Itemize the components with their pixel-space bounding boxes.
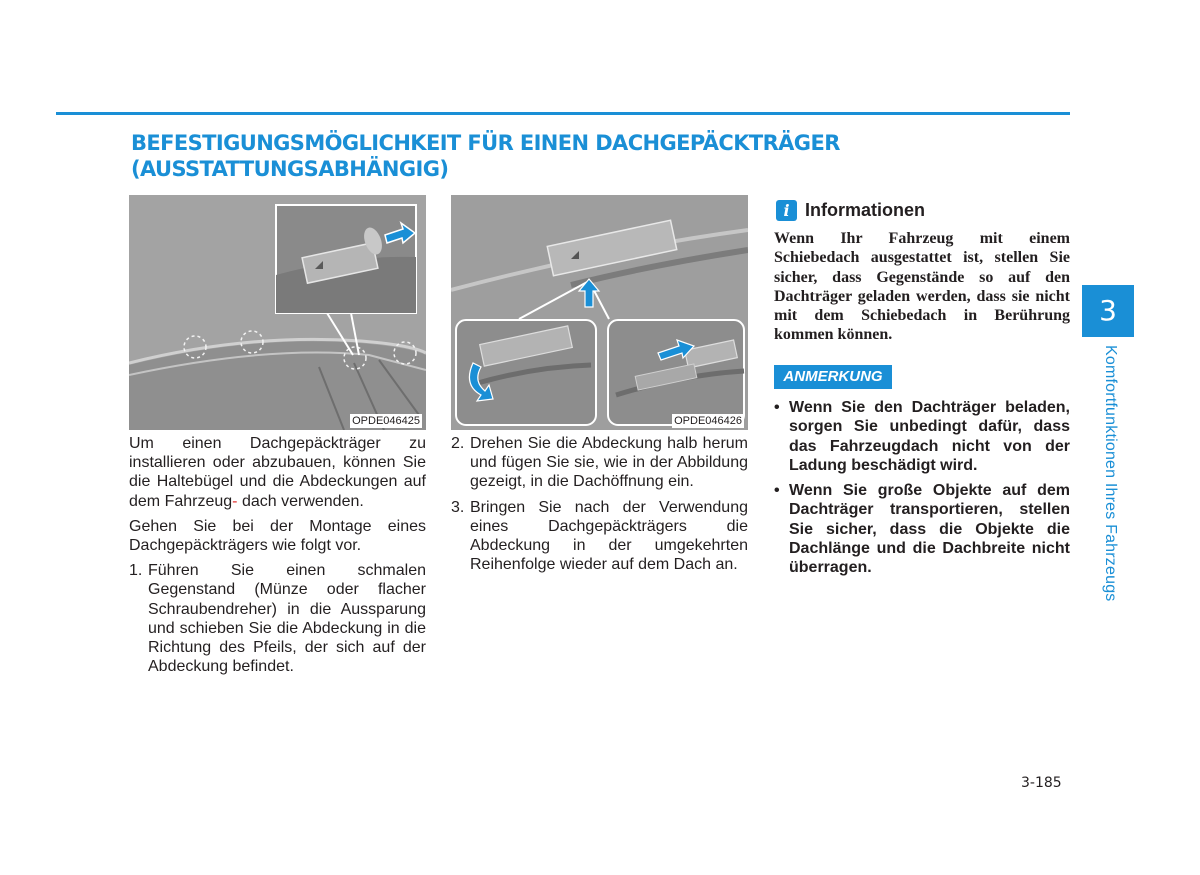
note-badge: ANMERKUNG [774, 365, 892, 389]
cover-insertion-illustration [451, 195, 748, 430]
car-roof-illustration [129, 195, 426, 430]
figure-code-left: OPDE046425 [352, 415, 420, 427]
top-rule [56, 112, 1070, 115]
chapter-number-tab: 3 [1082, 285, 1134, 337]
hyphen-mark: - [232, 492, 238, 510]
chapter-label: Komfortfunktionen Ihres Fahrzeugs [1102, 345, 1119, 602]
note-list [774, 398, 1070, 584]
step-2-number: 2. [451, 435, 465, 452]
figure-code-right: OPDE046426 [674, 415, 742, 427]
note-item: • Wenn Sie große Objekte auf dem Dachträger transportieren, stellen Sie sicher, dass die Objekte die Dachlänge und die Dachbreite nicht überragen. [774, 482, 1070, 577]
step-2-text: Drehen Sie die Abdeckung halb herum und fügen Sie sie, wie in der Abbildung gezeigt, in die Dachöffnung ein. [470, 435, 748, 491]
column-1-text [129, 434, 426, 682]
column-2-text [451, 434, 748, 580]
step-1-text: Führen Sie einen schmalen Gegenstand (Münze oder flacher Schraubendreher) in die Aussparung und schieben Sie die Abdeckung in die Richtung des Pfeils, der sich auf der Abdeckung befindet. [148, 562, 426, 676]
info-header [776, 200, 925, 221]
page-number: 3-185 [1021, 775, 1062, 791]
bullet-icon: • [774, 399, 780, 416]
roof-rack-figure-left [129, 195, 426, 430]
section-title [131, 130, 851, 182]
step-3 [451, 498, 748, 575]
step-1 [129, 561, 426, 676]
section-title-line2: (AUSSTATTUNGSABHÄNGIG) [131, 157, 449, 181]
info-icon: i [776, 200, 797, 221]
step-3-text: Bringen Sie nach der Verwendung eines Dachgepäckträgers die Abdeckung in der umgekehrten Reihenfolge wieder auf dem Dach an. [470, 498, 748, 574]
info-title: Informationen [805, 200, 925, 220]
bullet-icon: • [774, 482, 780, 500]
roof-rack-figure-right [451, 195, 748, 430]
section-title-line1: BEFESTIGUNGSMÖGLICHKEIT FÜR EINEN DACHGEPÄCKTRÄGER [131, 131, 840, 155]
intro-paragraph: Um einen Dachgepäckträger zu installieren oder abzubauen, können Sie die Haltebügel und die Abdeckungen auf dem Fahrzeug- dach verwenden. [129, 435, 426, 510]
note-item: • Wenn Sie den Dachträger beladen, sorgen Sie unbedingt dafür, dass das Fahrzeugdach nicht von der Ladung beschädigt wird. [774, 399, 1070, 474]
step-2 [451, 434, 748, 492]
info-body: Wenn Ihr Fahrzeug mit einem Schiebedach ausgestattet ist, stellen Sie sicher, dass Gegenstände so auf den Dachträger geladen werden, dass sie nicht mit dem Schiebedach in Berührung kommen können. [774, 230, 1070, 344]
step-1-number: 1. [129, 562, 143, 580]
mounting-paragraph: Gehen Sie bei der Montage eines Dachgepäckträgers wie folgt vor. [129, 517, 426, 555]
step-3-number: 3. [451, 498, 465, 516]
